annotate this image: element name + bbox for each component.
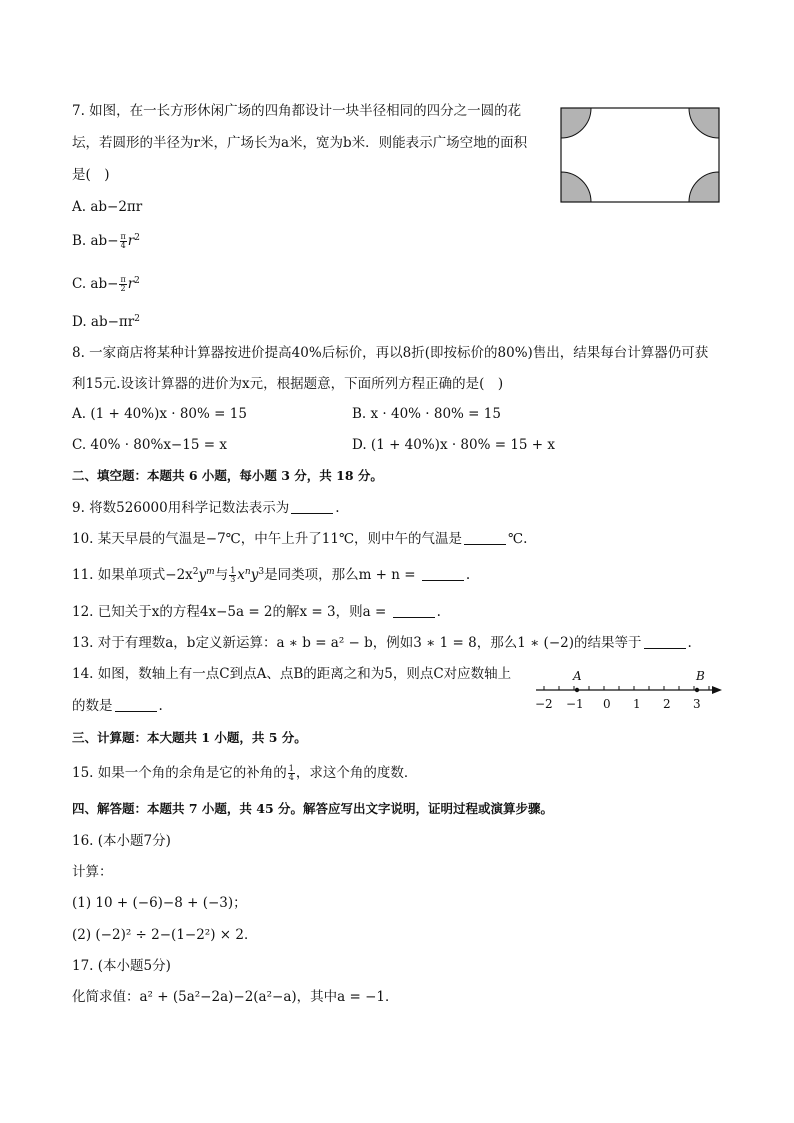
q11-answer-blank[interactable] [422,568,464,581]
q9-answer-blank[interactable] [291,501,333,514]
q7-option-b-numerator: π [120,232,126,241]
q7-option-b-prefix: B. ab− [72,233,119,249]
q11-exp-1: 2 [192,567,199,577]
q8-option-d: D. (1 + 40%)x · 80% = 15 + x [352,437,556,453]
q15-frac-den: 4 [288,773,294,782]
q12-end: . [436,604,441,620]
q14-tick-label-neg2: −2 [535,697,553,711]
q13 [72,634,692,652]
q7-option-a: A. ab−2πr [72,199,143,215]
q7-option-c [72,275,140,293]
q14-answer-blank[interactable] [115,699,157,712]
section-4-heading: 四、解答题：本题共 7 小题，共 45 分。解答应写出文字说明，证明过程或演算步骤。 [72,801,554,816]
q14-point-b-label: B [696,669,705,683]
q7-option-b [72,232,140,250]
q7-option-c-numerator: π [120,275,126,284]
q8-line-2: 利15元.设该计算器的进价为x元，根据题意，下面所列方程正确的是( ) [72,376,504,392]
q13-end: . [687,635,692,651]
q7-option-b-exponent: 2 [134,233,140,243]
q11 [72,566,470,584]
q14-point-a-label: A [573,669,582,683]
q14-line-2-text: 的数是 [72,698,113,714]
q11-frac-num: 1 [230,566,236,575]
q7-option-b-fraction [120,233,127,250]
q13-text: 13. 对于有理数a，b定义新运算：a ∗ b = a² − b，例如3 ∗ 1 = 8，那么1 ∗ (−2)的结果等于 [72,635,642,651]
q15-prefix: 15. 如果一个角的余角是它的补角的 [72,765,287,781]
q7-line-3: 是( ) [72,167,110,183]
section-3-heading: 三、计算题：本大题共 1 小题，共 5 分。 [72,730,307,745]
q14-tick-label-0: 0 [603,697,611,711]
q7-option-c-denominator: 2 [120,284,126,293]
q7-option-c-prefix: C. ab− [72,276,119,292]
q7-option-d-exponent: 2 [134,314,140,324]
q14-end: . [158,698,163,714]
q7-option-c-fraction [119,276,126,293]
q14-point-b-dot [695,688,699,692]
q17-title: 17. (本小题5分) [72,958,171,974]
q16-part-1: (1) 10 + (−6)−8 + (−3)； [72,895,247,911]
q10-answer-blank[interactable] [464,532,506,545]
q15-suffix: ，求这个角的度数． [295,765,418,781]
q14-tick-label-neg1: −1 [566,697,584,711]
q14-tick-label-1: 1 [633,697,641,711]
q11-exp-m: m [206,567,215,577]
q7-line-2: 坛，若圆形的半径为r米，广场长为a米，宽为b米．则能表示广场空地的面积 [72,135,528,151]
q16-part-2: (2) (−2)² ÷ 2−(1−2²) × 2． [72,927,258,943]
q10-text: 10. 某天早晨的气温是−7℃，中午上升了11℃，则中午的气温是 [72,531,463,547]
q13-answer-blank[interactable] [644,636,686,649]
q8-option-c: C. 40% · 80%x−15 = x [72,437,227,453]
q11-fraction [229,567,236,584]
q7-option-d [72,313,140,331]
q11-prefix: 11. 如果单项式−2x [72,567,193,583]
q16-title: 16. (本小题7分) [72,833,171,849]
q14-tick-label-3: 3 [693,697,701,711]
q9-text: 9. 将数526000用科学记数法表示为 [72,500,290,516]
q15-fraction [288,765,295,782]
q14-line-2 [72,697,163,715]
q16-intro: 计算： [72,864,113,880]
q7-option-b-denominator: 4 [120,241,126,250]
q11-var-x2: x [237,567,245,583]
q12-answer-blank[interactable] [393,605,435,618]
q17-text: 化简求值：a² + (5a²−2a)−2(a²−a)，其中a = −1． [72,989,399,1005]
q11-and: 与 [214,567,229,583]
q8-option-b: B. x · 40% · 80% = 15 [352,406,501,422]
q12 [72,603,441,621]
q7-rectangle-figure [560,107,720,203]
section-2-heading: 二、填空题：本题共 6 小题，每小题 3 分，共 18 分。 [72,468,383,483]
q11-suffix: 是同类项，那么m + n = [264,567,420,583]
q14-line-1: 14. 如图，数轴上有一点C到点A、点B的距离之和为5，则点C对应数轴上 [72,666,512,682]
q9-end: . [335,500,340,516]
q8-line-1: 8. 一家商店将某种计算器按进价提高40%后标价，再以8折(即按标价的80%)售出，结果每台计算器仍可获 [72,345,709,361]
q15-frac-num: 1 [288,764,294,773]
q14-tick-label-2: 2 [663,697,671,711]
q7-option-c-suffix: r [127,276,135,292]
q14-point-a-dot [575,688,579,692]
q9 [72,499,340,517]
q11-exp-3: 3 [258,567,265,577]
q11-exp-n: n [244,567,251,577]
q12-text: 12. 已知关于x的方程4x−5a = 2的解x = 3，则a = [72,604,391,620]
q15 [72,764,417,782]
q11-var-y2: y [250,567,259,583]
q7-line-1: 7. 如图，在一长方形休闲广场的四角都设计一块半径相同的四分之一圆的花 [72,103,522,119]
q10-end: ℃. [508,531,528,547]
q14-number-line [530,664,730,714]
q7-option-b-suffix: r [127,233,135,249]
q7-option-c-exponent: 2 [134,276,140,286]
q7-option-d-text: D. ab−πr [72,314,135,330]
q11-end: . [465,567,471,583]
q11-frac-den: 3 [230,575,236,584]
q8-option-a: A. (1 + 40%)x · 80% = 15 [72,406,247,422]
q10 [72,530,527,548]
q11-var-y1: y [198,567,207,583]
